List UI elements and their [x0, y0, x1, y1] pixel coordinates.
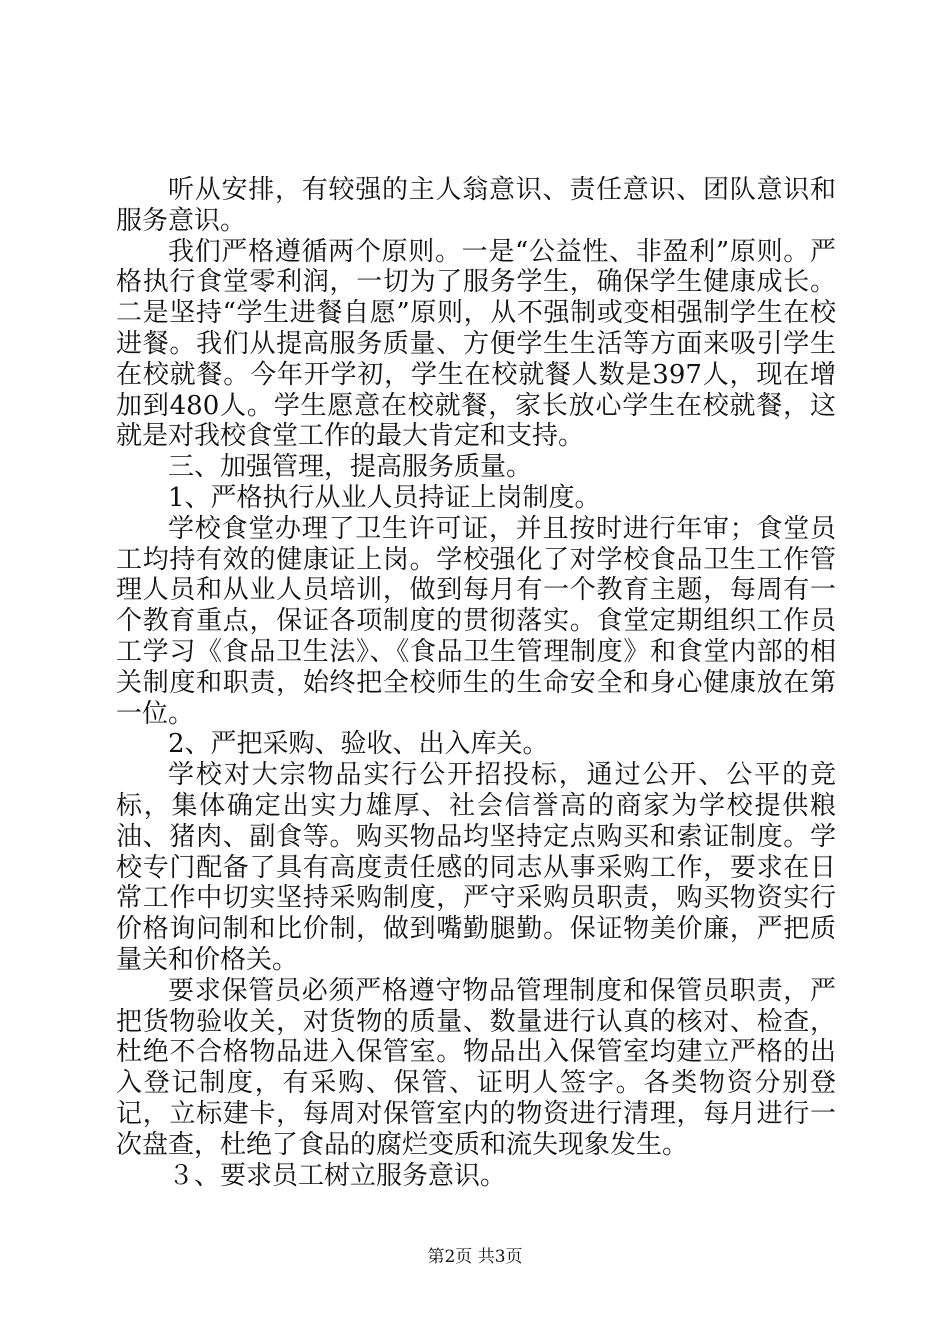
page-footer: 第2页 共3页: [427, 1247, 523, 1267]
paragraph-4: 学校对大宗物品实行公开招投标，通过公开、公平的竞标，集体确定出实力雄厚、社会信誉高的商家为学校提供粮油、猪肉、副食等。购买物品均坚持定点购买和索证制度。学校专门配备了具有高度责任感的同志从事采购工作，要求在日常工作中切实坚持采购制度，严守采购员职责，购买物资实行价格询问制和比价制，做到嘴勤腿勤。保证物美价廉，严把质量关和价格关。: [116, 760, 836, 975]
section-heading-3: 三、加强管理，提高服务质量。: [168, 452, 533, 483]
subheading-2: 2、严把采购、验收、出入库关。: [168, 729, 549, 760]
paragraph-1: 听从安排，有较强的主人翁意识、责任意识、团队意识和服务意识。: [116, 175, 836, 236]
paragraph-2: 我们严格遵循两个原则。一是“公益性、非盈利”原则。严格执行食堂零利润，一切为了服务学生，确保学生健康成长。二是坚持“学生进餐自愿”原则，从不强制或变相强制学生在校进餐。我们从提高服务质量、方便学生生活等方面来吸引学生在校就餐。今年开学初，学生在校就餐人数是397人，现在增加到480人。学生愿意在校就餐，家长放心学生在校就餐，这就是对我校食堂工作的最大肯定和支持。: [116, 236, 836, 452]
paragraph-3: 学校食堂办理了卫生许可证，并且按时进行年审；食堂员工均持有效的健康证上岗。学校强化了对学校食品卫生工作管理人员和从业人员培训，做到每月有一个教育主题，每周有一个教育重点，保证各项制度的贯彻落实。食堂定期组织工作员工学习《食品卫生法》、《食品卫生管理制度》和食堂内部的相关制度和职责，始终把全校师生的生命安全和身心健康放在第一位。: [116, 513, 836, 729]
document-body: [116, 175, 836, 1191]
subheading-3: ３、要求员工树立服务意识。: [168, 1160, 507, 1191]
paragraph-5: 要求保管员必须严格遵守物品管理制度和保管员职责，严把货物验收关，对货物的质量、数量进行认真的核对、检查，杜绝不合格物品进入保管室。物品出入保管室均建立严格的出入登记制度，有采购、保管、证明人签字。各类物资分别登记，立标建卡，每周对保管室内的物资进行清理，每月进行一次盘查，杜绝了食品的腐烂变质和流失现象发生。: [116, 975, 836, 1160]
subheading-1: 1、严格执行从业人员持证上岗制度。: [168, 482, 601, 513]
